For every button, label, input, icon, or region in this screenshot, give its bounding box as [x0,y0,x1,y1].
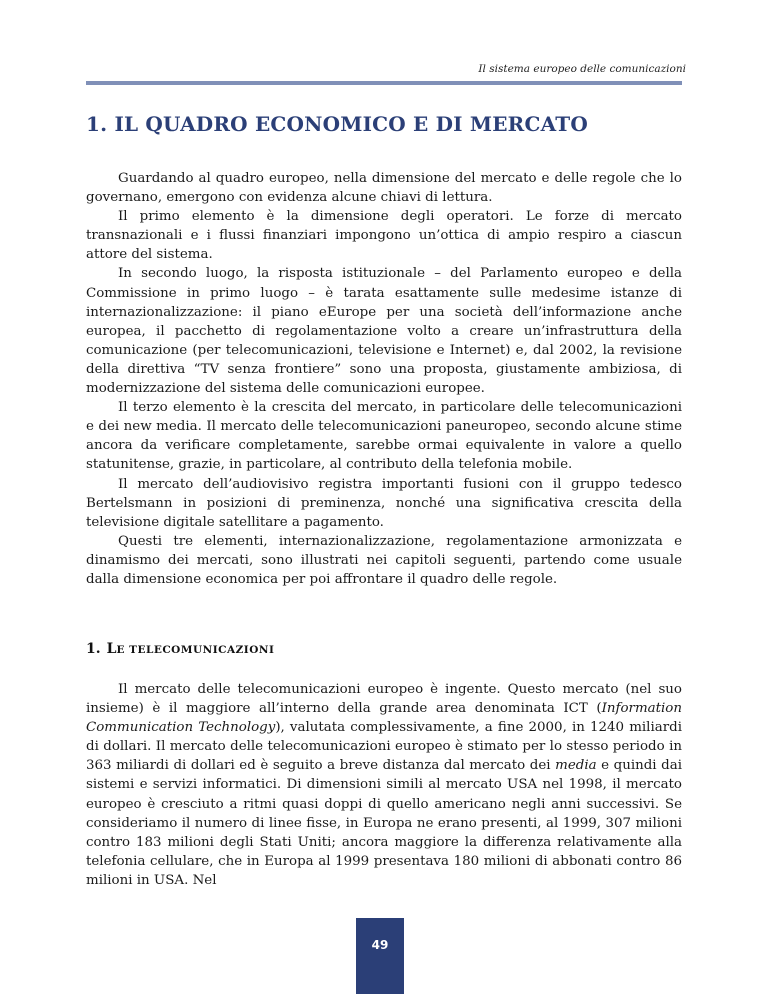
section-text [86,680,682,890]
intro-text [86,169,682,589]
paragraph: Guardando al quadro europeo, nella dimensione del mercato e delle regole che lo governano, emergono con evidenza alcune chiavi di lettura. [86,171,682,206]
paragraph: Il mercato dell’audiovisivo registra importanti fusioni con il gruppo tedesco Bertelsmann in posizioni di preminenza, nonché una significativa crescita della televisione digitale satellitare a pagamento. [86,476,682,530]
paragraph: Questi tre elementi, internazionalizzazione, regolamentazione armonizzata e dinamismo dei mercati, sono illustrati nei capitoli seguenti, partendo come usuale dalla dimensione economica per poi affrontare il quadro delle regole. [86,533,682,587]
page-number-tab [356,918,404,994]
section-number: 1. [86,641,101,657]
section-heading [86,641,274,657]
chapter-title: 1. IL QUADRO ECONOMICO E DI MERCATO [86,112,588,136]
text-run: e quindi dai sistemi e servizi informatici. Di dimensioni simili al mercato USA nel 1998, il mercato europeo è cresciuto a ritmi quasi doppi di quello americano negli anni successivi. Se consideriamo il numero di linee fisse, in Europa ne erano presenti, al 1999, 307 milioni contro 183 milioni degli Stati Uniti; ancora maggiore la differenza relativamente alla telefonia cellulare, che in Europa al 1999 presentava 180 milioni di abbonati contro 86 milioni in USA. Nel [86,758,682,888]
paragraph: In secondo luogo, la risposta istituzionale – del Parlamento europeo e della Commissione in primo luogo – è tarata esattamente sulle medesime istanze di internazionalizzazione: il piano eEurope per una società dell’informazione anche europea, il pacchetto di regolamentazione volto a creare un’infrastruttura della comunicazione (per telecomunicazioni, televisione e Internet) e, dal 2002, la revisione della direttiva “TV senza frontiere” sono una proposta, giustamente ambiziosa, di modernizzazione del sistema delle comunicazioni europee. [86,266,682,397]
page-number: 49 [371,938,389,952]
text-run: ), valutata complessivamente, a fine 2000, in 1240 miliardi di dollari. Il mercato delle telecomunicazioni europeo è stimato per lo stesso periodo in 363 miliardi di dollari ed è seguito a breve distanza dal mercato dei [86,720,682,774]
running-header: Il sistema europeo delle comunicazioni [478,63,686,75]
section-title-rest: E TELECOMUNICAZIONI [116,644,275,656]
text-run: Il mercato delle telecomunicazioni europeo è ingente. Questo mercato (nel suo insieme) è il maggiore all’interno della grande area denominata ICT ( [86,682,682,717]
paragraph: Il primo elemento è la dimensione degli operatori. Le forze di mercato transnazionali e i flussi finanziari impongono un’ottica di ampio respiro a ciascun attore del sistema. [86,209,682,263]
paragraph [86,680,682,890]
header-rule [86,81,682,85]
italic-term: Information Communication Technology [86,701,682,736]
paragraph: Il terzo elemento è la crescita del mercato, in particolare delle telecomunicazioni e dei new media. Il mercato delle telecomunicazioni paneuropeo, secondo alcune stime ancora da verificare completamente, sarebbe ormai equivalente in valore a quello statunitense, grazie, in particolare, al contributo della telefonia mobile. [86,400,682,473]
italic-term: media [555,758,597,774]
section-title-initial: L [106,641,117,657]
